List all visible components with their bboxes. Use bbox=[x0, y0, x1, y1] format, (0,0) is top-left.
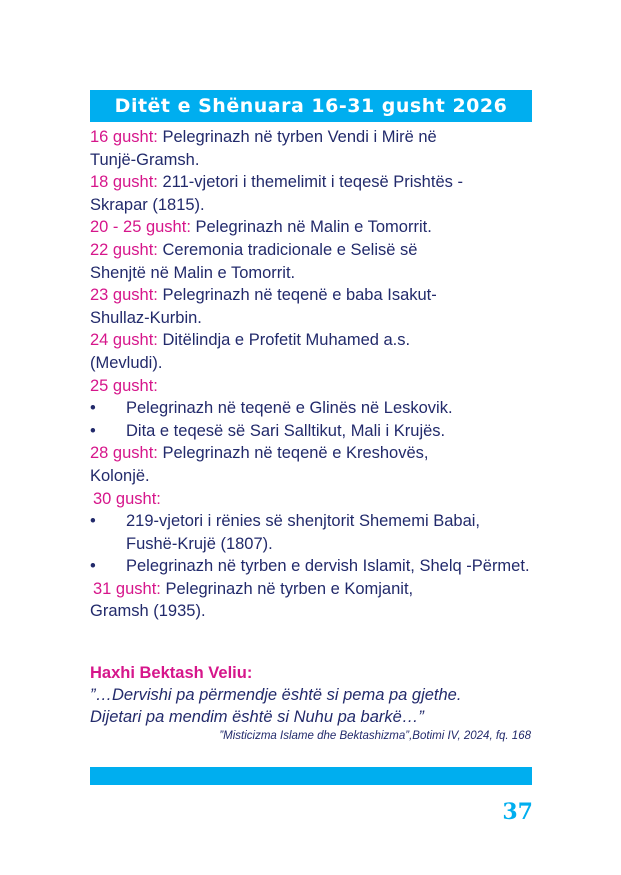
event-text: Pelegrinazh në tyrben e Komjanit, bbox=[160, 579, 414, 598]
event-date: 25 gusht: bbox=[90, 376, 158, 395]
event-entry bbox=[90, 126, 535, 171]
event-date: 18 gusht: bbox=[90, 173, 158, 192]
page-number: 37 bbox=[502, 799, 533, 825]
event-entry bbox=[90, 329, 535, 374]
event-date: 16 gusht: bbox=[90, 128, 158, 146]
event-text: Pelegrinazh në teqenë e baba Isakut- bbox=[157, 286, 437, 305]
event-date: 23 gusht: bbox=[90, 286, 158, 305]
event-bullet bbox=[90, 555, 535, 578]
event-text-cont: Kolonjë. bbox=[90, 466, 150, 485]
bullet-text: Pelegrinazh në tyrben e dervish Islamit, Shelq -Përmet. bbox=[126, 557, 530, 576]
event-text-cont: (Mevludi). bbox=[90, 353, 163, 372]
event-text-cont: Skrapar (1815). bbox=[90, 195, 205, 214]
event-date: 31 gusht: bbox=[93, 579, 161, 598]
bottom-divider-bar bbox=[90, 767, 532, 785]
quote-block bbox=[90, 662, 535, 742]
event-date: 22 gusht: bbox=[90, 240, 158, 259]
event-date: 30 gusht: bbox=[93, 489, 161, 508]
event-bullet bbox=[90, 510, 535, 555]
event-entry bbox=[90, 442, 535, 487]
quote-line: Dijetari pa mendim është si Nuhu pa barkë…” bbox=[90, 708, 424, 726]
event-text: Ditëlindja e Profetit Muhamed a.s. bbox=[157, 331, 411, 350]
event-entry bbox=[90, 171, 535, 216]
bullet-icon: • bbox=[90, 399, 96, 418]
event-text: 211-vjetori i themelimit i teqesë Prishtës - bbox=[157, 173, 463, 192]
bullet-icon: • bbox=[90, 421, 96, 440]
quote-source: ”Misticizma Islame dhe Bektashizma”,Botimi IV, 2024, fq. 168 bbox=[219, 730, 531, 742]
event-text: Pelegrinazh në teqenë e Kreshovës, bbox=[157, 444, 429, 463]
event-date: 20 - 25 gusht: bbox=[90, 218, 191, 237]
event-date: 24 gusht: bbox=[90, 331, 158, 350]
event-entry bbox=[90, 578, 535, 601]
event-date: 28 gusht: bbox=[90, 444, 158, 463]
event-text-cont: Shenjtë në Malin e Tomorrit. bbox=[90, 263, 296, 282]
bullet-icon: • bbox=[90, 512, 96, 531]
event-text-cont: Shullaz-Kurbin. bbox=[90, 308, 202, 327]
quote-line: ”…Dervishi pa përmendje është si pema pa gjethe. bbox=[90, 686, 462, 704]
event-entry bbox=[90, 284, 535, 329]
event-entry bbox=[90, 216, 535, 239]
bullet-text: 219-vjetori i rënies së shenjtorit Shememi Babai, Fushë-Krujë (1807). bbox=[126, 512, 481, 553]
events-list bbox=[90, 126, 535, 623]
event-bullet bbox=[90, 420, 535, 443]
event-text-cont: Tunjë-Gramsh. bbox=[90, 150, 200, 169]
quote-author: Haxhi Bektash Veliu: bbox=[90, 664, 253, 682]
event-text: Pelegrinazh në tyrben Vendi i Mirë në bbox=[157, 128, 437, 146]
event-entry bbox=[90, 375, 535, 398]
event-entry-cont bbox=[90, 600, 535, 623]
event-entry bbox=[90, 239, 535, 284]
event-entry bbox=[90, 488, 535, 511]
event-text: Pelegrinazh në Malin e Tomorrit. bbox=[190, 218, 432, 237]
event-bullet bbox=[90, 397, 535, 420]
bullet-text: Pelegrinazh në teqenë e Glinës në Leskovik. bbox=[126, 399, 453, 418]
event-text: Ceremonia tradicionale e Selisë së bbox=[157, 240, 418, 259]
page-title: Ditët e Shënuara 16-31 gusht 2026 bbox=[90, 90, 532, 122]
bullet-icon: • bbox=[90, 557, 96, 576]
bullet-text: Dita e teqesë së Sari Salltikut, Mali i Krujës. bbox=[126, 421, 446, 440]
event-text-cont: Gramsh (1935). bbox=[90, 602, 206, 621]
